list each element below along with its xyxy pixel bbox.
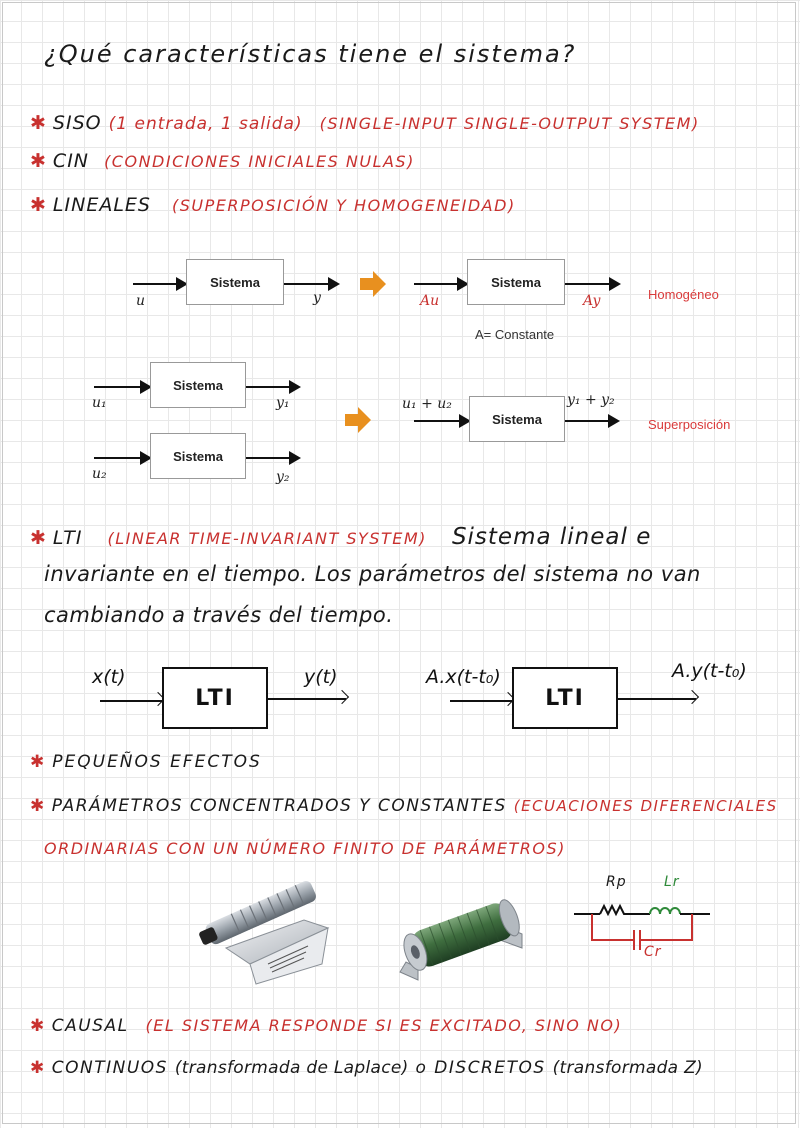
discretos-note: (transformada Z) [552, 1058, 703, 1078]
parametros-label: PARÁMETROS CONCENTRADOS Y CONSTANTES [51, 796, 507, 816]
shifted-output-symbol: A.y(t-t₀) [672, 660, 747, 682]
asterisk-icon: ✱ [30, 1058, 46, 1078]
input-arrow [414, 420, 469, 422]
continuos-label: CONTINUOS [51, 1058, 168, 1078]
input-arrow [100, 700, 162, 702]
power-resistor-photo [196, 868, 336, 986]
siso-expansion: (SINGLE-INPUT SINGLE-OUTPUT SYSTEM) [319, 114, 700, 133]
bullet-pequenos [30, 752, 262, 772]
asterisk-icon: ✱ [30, 112, 47, 134]
y1-plus-y2-symbol: y₁ + y₂ [567, 392, 615, 408]
u1-symbol: u₁ [92, 395, 107, 411]
asterisk-icon: ✱ [30, 796, 46, 816]
asterisk-icon: ✱ [30, 527, 47, 549]
conjunction-o: o [415, 1058, 428, 1078]
bullet-siso [30, 112, 700, 134]
lineales-expansion: (SUPERPOSICIÓN Y HOMOGENEIDAD) [172, 196, 516, 215]
system-block: Sistema [186, 259, 284, 305]
cr-label: Cr [644, 944, 662, 960]
lti-text-line-2: invariante en el tiempo. Los parámetros del sistema no van [44, 562, 701, 586]
shifted-input-symbol: A.x(t-t₀) [426, 666, 501, 688]
u1-plus-u2-symbol: u₁ + u₂ [402, 396, 452, 412]
u2-symbol: u₂ [92, 466, 107, 482]
output-arrow [268, 698, 346, 700]
rp-label: Rp [606, 874, 627, 890]
continuos-note: (transformada de Laplace) [174, 1058, 409, 1078]
ay-symbol: Ay [583, 293, 601, 309]
wirewound-resistor-photo [392, 876, 532, 992]
bullet-cin [30, 150, 415, 172]
output-arrow [284, 283, 338, 285]
bullet-lineales [30, 194, 516, 216]
au-symbol: Au [420, 293, 440, 309]
input-arrow [450, 700, 512, 702]
system-block: Sistema [150, 362, 246, 408]
lti-text-line-1: Sistema lineal e [451, 524, 652, 550]
causal-label: CAUSAL [51, 1016, 129, 1036]
input-arrow [414, 283, 467, 285]
causal-expansion: (EL SISTEMA RESPONDE SI ES EXCITADO, SINO NO) [145, 1016, 623, 1035]
lti-block: LTI [162, 667, 268, 729]
rlc-circuit-icon [570, 888, 716, 958]
cin-expansion: (CONDICIONES INICIALES NULAS) [104, 152, 415, 171]
bullet-lti [30, 524, 651, 550]
lineales-label: LINEALES [52, 194, 151, 216]
system-block: Sistema [150, 433, 246, 479]
output-arrow [565, 420, 618, 422]
lr-label: Lr [664, 874, 680, 890]
asterisk-icon: ✱ [30, 752, 47, 772]
input-arrow [133, 283, 186, 285]
siso-label: SISO [52, 112, 102, 134]
y1-symbol: y₁ [276, 395, 290, 411]
x-t-symbol: x(t) [92, 666, 126, 688]
y-t-symbol: y(t) [304, 666, 338, 688]
output-arrow [246, 457, 299, 459]
output-arrow [565, 283, 619, 285]
system-block: Sistema [469, 396, 565, 442]
u-symbol: u [136, 293, 146, 309]
bullet-causal [30, 1016, 622, 1036]
output-arrow [618, 698, 696, 700]
parametros-expansion-2: ORDINARIAS CON UN NÚMERO FINITO DE PARÁMETROS) [44, 839, 566, 858]
constant-label: A= Constante [475, 327, 555, 342]
bullet-parametros [30, 796, 778, 816]
bullet-continuos [30, 1058, 703, 1078]
input-arrow [94, 457, 150, 459]
superposicion-label: Superposición [648, 417, 731, 432]
page-title: ¿Qué características tiene el sistema? [44, 40, 577, 68]
siso-note: (1 entrada, 1 salida) [108, 114, 303, 134]
asterisk-icon: ✱ [30, 1016, 46, 1036]
implies-arrow-icon [358, 269, 388, 299]
lti-block: LTI [512, 667, 618, 729]
discretos-label: DISCRETOS [434, 1058, 546, 1078]
cin-label: CIN [52, 150, 90, 172]
lti-label: LTI [52, 527, 83, 549]
parametros-expansion-1: (ECUACIONES DIFERENCIALES [513, 797, 778, 815]
lti-text-line-3: cambiando a través del tiempo. [44, 603, 394, 627]
y2-symbol: y₂ [276, 469, 290, 485]
asterisk-icon: ✱ [30, 150, 47, 172]
system-block: Sistema [467, 259, 565, 305]
lti-expansion: (LINEAR TIME-INVARIANT SYSTEM) [107, 529, 427, 548]
pequenos-label: PEQUEÑOS EFECTOS [52, 752, 262, 772]
output-arrow [246, 386, 299, 388]
asterisk-icon: ✱ [30, 194, 47, 216]
input-arrow [94, 386, 150, 388]
y-symbol: y [313, 290, 321, 306]
homogeneo-label: Homogéneo [648, 287, 719, 302]
implies-arrow-icon [343, 405, 373, 435]
